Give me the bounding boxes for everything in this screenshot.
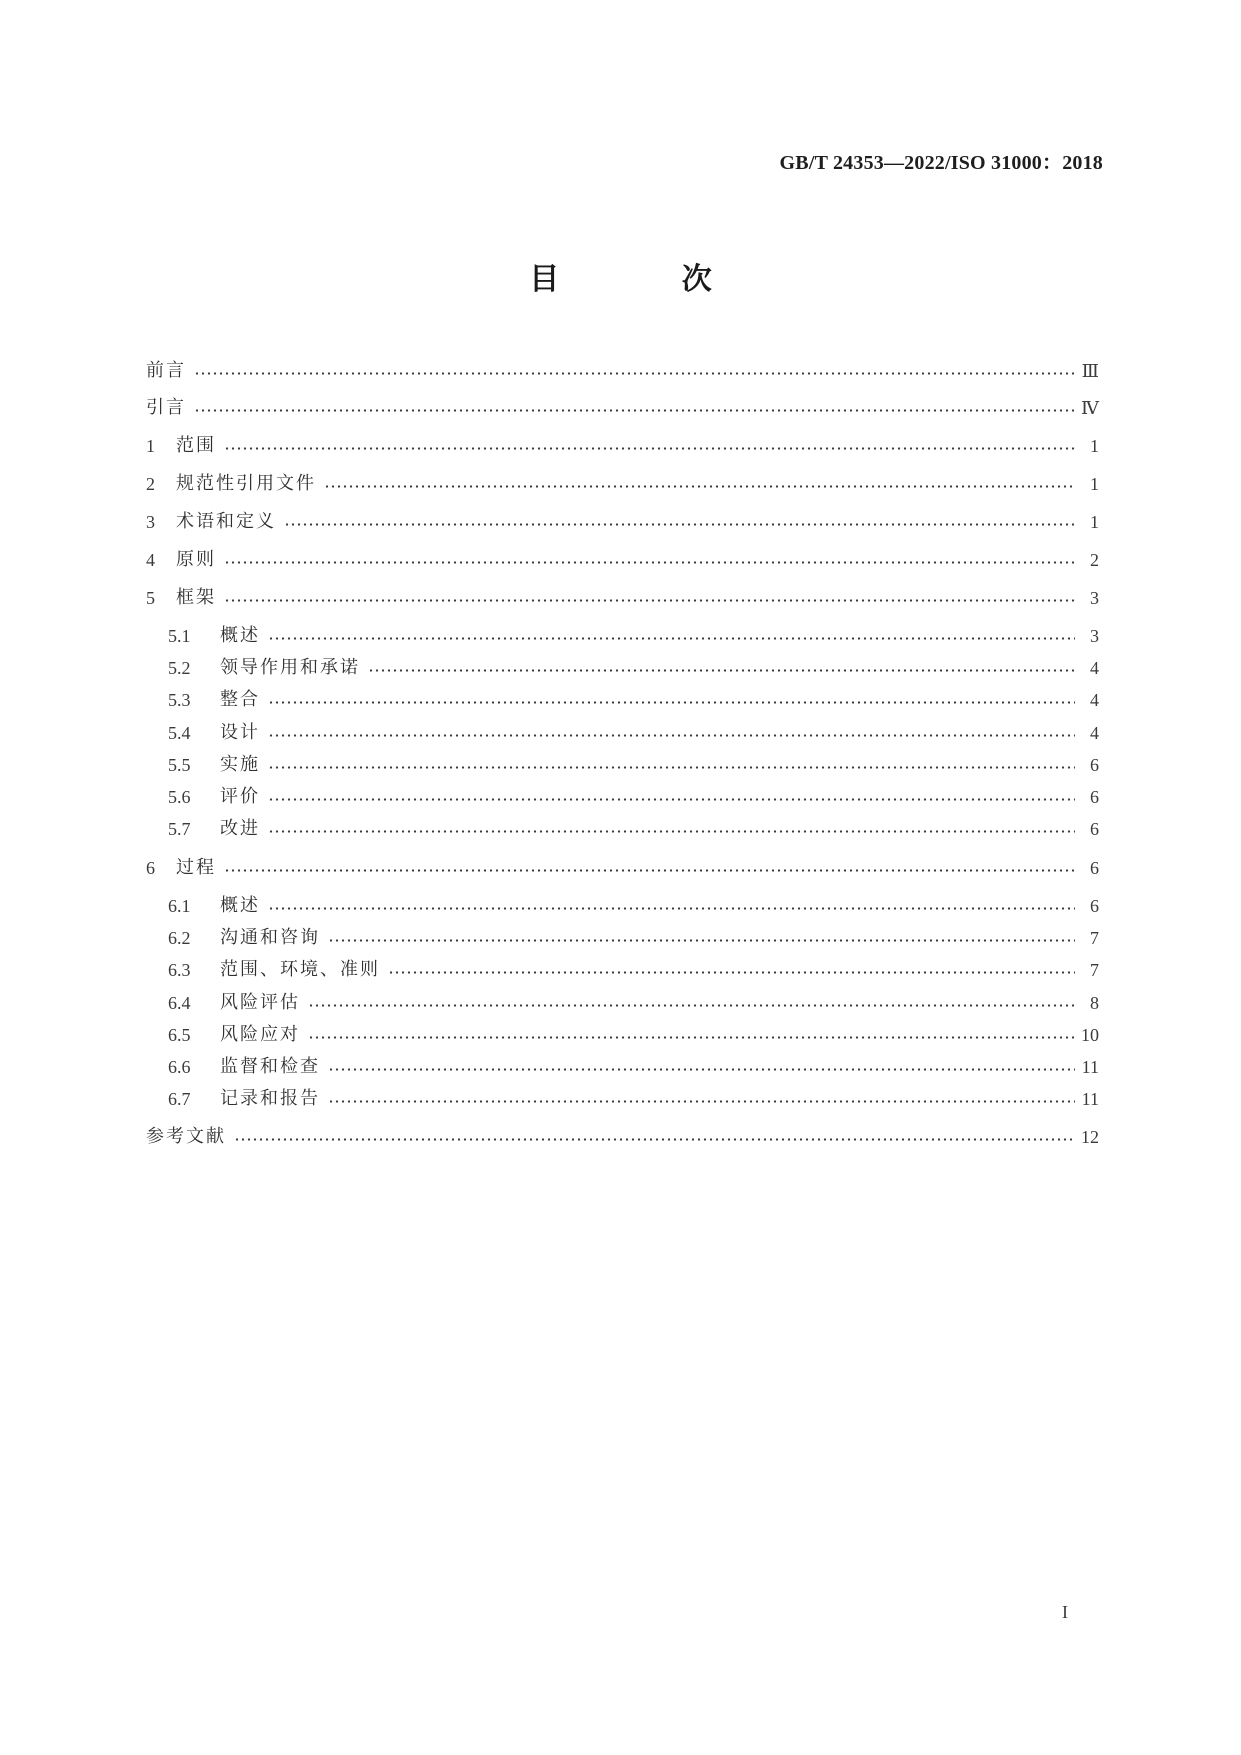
toc-leader-dots (328, 939, 1075, 942)
toc-entry-page: 4 (1090, 690, 1099, 710)
toc-entry-page: 6 (1090, 755, 1099, 775)
toc-leader-dots (224, 869, 1075, 872)
toc-leader-dots (388, 971, 1075, 974)
toc-entry-6-7[interactable] (168, 1084, 1099, 1112)
toc-entry-5-1[interactable] (168, 621, 1099, 649)
toc-entry-number: 6.1 (168, 896, 191, 916)
toc-entry-label: 引言 (146, 397, 186, 418)
toc-entry-6-4[interactable] (168, 988, 1099, 1016)
toc-leader-dots (268, 637, 1075, 640)
toc-leader-dots (268, 830, 1075, 833)
toc-entry-6-6[interactable] (168, 1052, 1099, 1080)
toc-leader-dots (268, 798, 1075, 801)
toc-entry-label: 参考文献 (146, 1126, 226, 1147)
toc-leader-dots (268, 907, 1075, 910)
toc-leader-dots (324, 485, 1075, 488)
toc-entry-5-7[interactable] (168, 814, 1099, 842)
toc-entry-label: 概述 (220, 895, 260, 916)
toc-leader-dots (368, 669, 1075, 672)
toc-entry-5-5[interactable] (168, 750, 1099, 778)
toc-entry-page: 12 (1081, 1127, 1099, 1147)
page-number: I (1062, 1602, 1068, 1622)
toc-entry-label: 设计 (220, 722, 260, 743)
toc-entry-number: 5.1 (168, 626, 191, 646)
toc-entry-6-5[interactable] (168, 1020, 1099, 1048)
toc-entry-number: 6.6 (168, 1057, 191, 1077)
toc-entry-label: 风险评估 (220, 992, 300, 1013)
toc-entry-page: 2 (1090, 550, 1099, 570)
toc-entry-number: 4 (146, 550, 155, 570)
toc-entry-label: 概述 (220, 625, 260, 646)
toc-entry-label: 沟通和咨询 (220, 927, 320, 948)
toc-entry-label: 原则 (176, 549, 216, 570)
toc-leader-dots (194, 409, 1075, 412)
page-title: 目 次 (529, 262, 768, 297)
toc-entry-label: 监督和检查 (220, 1056, 320, 1077)
toc-entry-scope[interactable] (146, 431, 1099, 459)
toc-entry-page: 6 (1090, 819, 1099, 839)
toc-entry-6-3[interactable] (168, 955, 1099, 983)
toc-entry-label: 规范性引用文件 (176, 473, 316, 494)
toc-entry-label: 范围 (176, 435, 216, 456)
toc-entry-label: 评价 (220, 786, 260, 807)
toc-entry-number: 5.2 (168, 658, 191, 678)
toc-entry-page: 4 (1090, 723, 1099, 743)
toc-entry-page: 1 (1090, 512, 1099, 532)
toc-entry-label: 框架 (176, 587, 216, 608)
toc-entry-page: 8 (1090, 993, 1099, 1013)
toc-entry-5-3[interactable] (168, 685, 1099, 713)
toc-entry-number: 6.7 (168, 1089, 191, 1109)
toc-entry-number: 2 (146, 474, 155, 494)
toc-entry-page: 11 (1081, 1089, 1099, 1109)
toc-leader-dots (308, 1004, 1075, 1007)
toc-leader-dots (224, 561, 1075, 564)
toc-entry-page: 3 (1090, 588, 1099, 608)
toc-entry-principles[interactable] (146, 545, 1099, 573)
toc-entry-label: 改进 (220, 818, 260, 839)
toc-leader-dots (268, 734, 1075, 737)
toc-entry-5-2[interactable] (168, 653, 1099, 681)
toc-leader-dots (268, 766, 1075, 769)
toc-leader-dots (284, 523, 1075, 526)
toc-entry-label: 记录和报告 (220, 1088, 320, 1109)
toc-entry-label: 风险应对 (220, 1024, 300, 1045)
toc-entry-number: 1 (146, 436, 155, 456)
toc-entry-6-1[interactable] (168, 891, 1099, 919)
toc-entry-label: 过程 (176, 857, 216, 878)
toc-entry-page: 7 (1090, 928, 1099, 948)
toc-entry-page: 7 (1090, 960, 1099, 980)
toc-entry-page: 1 (1090, 436, 1099, 456)
toc-entry-page: 6 (1090, 858, 1099, 878)
toc-entry-label: 领导作用和承诺 (220, 657, 360, 678)
toc-entry-number: 6.5 (168, 1025, 191, 1045)
toc-entry-number: 5.7 (168, 819, 191, 839)
toc-entry-label: 整合 (220, 689, 260, 710)
toc-entry-number: 6.3 (168, 960, 191, 980)
toc-entry-number: 5.3 (168, 690, 191, 710)
toc-entry-label: 范围、环境、准则 (220, 959, 380, 980)
toc-entry-5-4[interactable] (168, 718, 1099, 746)
toc-entry-page: 3 (1090, 626, 1099, 646)
toc-entry-number: 3 (146, 512, 155, 532)
toc-entry-page: 6 (1090, 896, 1099, 916)
toc-entry-bibliography[interactable] (146, 1122, 1099, 1150)
toc-entry-number: 6.2 (168, 928, 191, 948)
toc-leader-dots (194, 372, 1075, 375)
toc-entry-5-6[interactable] (168, 782, 1099, 810)
toc-entry-number: 5.4 (168, 723, 191, 743)
toc-leader-dots (234, 1138, 1075, 1141)
toc-leader-dots (224, 599, 1075, 602)
toc-entry-number: 6 (146, 858, 155, 878)
toc-entry-label: 前言 (146, 360, 186, 381)
toc-entry-page: Ⅲ (1081, 361, 1099, 381)
toc-entry-label: 术语和定义 (176, 511, 276, 532)
toc-leader-dots (224, 447, 1075, 450)
toc-entry-6-2[interactable] (168, 923, 1099, 951)
toc-entry-page: 1 (1090, 474, 1099, 494)
toc-entry-page: 11 (1081, 1057, 1099, 1077)
toc-entry-page: 10 (1081, 1025, 1099, 1045)
toc-leader-dots (328, 1100, 1075, 1103)
toc-entry-page: 6 (1090, 787, 1099, 807)
toc-entry-page: Ⅳ (1081, 398, 1099, 418)
toc-entry-introduction[interactable] (146, 393, 1099, 421)
toc-entry-number: 5 (146, 588, 155, 608)
toc-entry-page: 4 (1090, 658, 1099, 678)
toc-entry-terms-definitions[interactable] (146, 507, 1099, 535)
standard-code: GB/T 24353—2022/ISO 31000：2018 (779, 152, 1103, 174)
toc-entry-number: 6.4 (168, 993, 191, 1013)
toc-entry-process[interactable] (146, 853, 1099, 881)
toc-entry-number: 5.5 (168, 755, 191, 775)
toc-entry-label: 实施 (220, 754, 260, 775)
toc-entry-framework[interactable] (146, 583, 1099, 611)
toc-leader-dots (328, 1068, 1075, 1071)
toc-leader-dots (268, 701, 1075, 704)
toc-entry-foreword[interactable] (146, 356, 1099, 384)
toc-leader-dots (308, 1036, 1075, 1039)
toc-entry-normative-references[interactable] (146, 469, 1099, 497)
toc-entry-number: 5.6 (168, 787, 191, 807)
